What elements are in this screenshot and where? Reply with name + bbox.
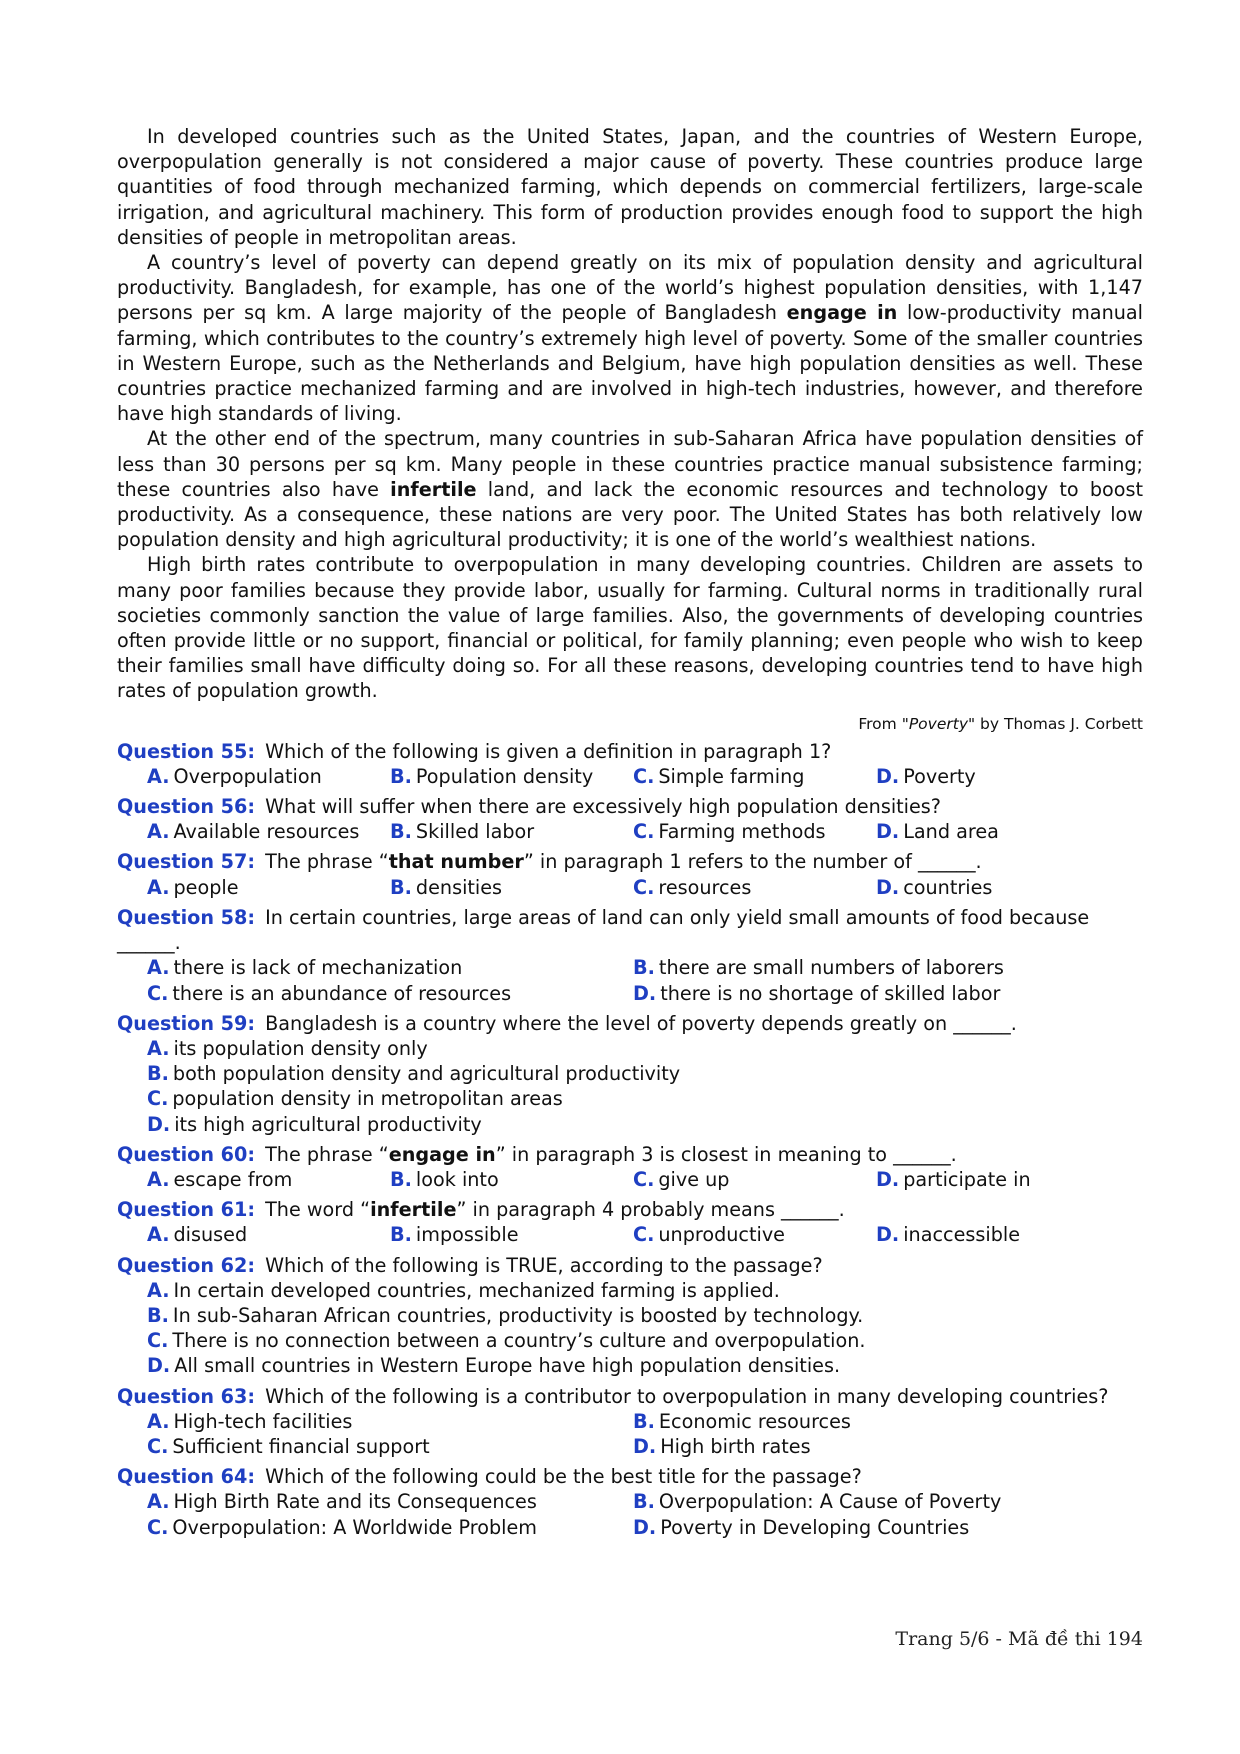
text-run: Which of the following could be the best title for the passage? [265,1465,862,1489]
answer-options [117,1167,1143,1192]
option-letter: A. [147,1167,170,1191]
option-letter: A. [147,875,170,899]
text-run: Which of the following is a contributor to overpopulation in many developing countries? [265,1384,1109,1408]
reading-passage [117,124,1143,704]
text-run: Which of the following is TRUE, according to the passage? [265,1253,823,1277]
option-letter: A. [147,956,170,980]
option-text: In certain developed countries, mechanized farming is applied. [173,1278,780,1302]
question-stem [117,739,1143,764]
text-run: The phrase “ [265,850,389,874]
text-run: ” in paragraph 3 is closest in meaning to ______. [495,1142,957,1166]
option-letter: B. [390,820,412,844]
paragraph-1 [117,124,1143,250]
option-text: All small countries in Western Europe have high population densities. [174,1354,841,1378]
answer-option[interactable] [876,1222,1143,1247]
option-letter: B. [633,956,655,980]
option-text: there is an abundance of resources [172,981,512,1005]
question-item [117,1011,1143,1137]
text-run: ” in paragraph 1 refers to the number of ______. [523,850,982,874]
answer-options [117,764,1143,789]
text-run: land, and lack the economic resources and technology to boost productivity. As a consequence, these nations are very poor. The United States has both relatively low population density and high agricultural productivity; it is one of the world’s wealthiest nations. [117,477,1143,552]
option-text: Sufficient financial support [172,1434,430,1458]
option-text: there is no shortage of skilled labor [660,981,1001,1005]
answer-options [117,955,1143,1005]
answer-option[interactable] [147,1061,1143,1086]
answer-option[interactable] [633,1515,1143,1540]
answer-option[interactable] [147,1086,1143,1111]
option-text: Overpopulation [173,764,322,788]
option-letter: A. [147,1490,170,1514]
answer-options [117,875,1143,900]
answer-option[interactable] [633,981,1143,1006]
option-letter: A. [147,820,170,844]
answer-option[interactable] [147,1489,633,1514]
option-text: Overpopulation: A Cause of Poverty [658,1490,1002,1514]
question-number: Question 60: [117,1142,256,1166]
question-stem [117,794,1143,819]
question-number: Question 61: [117,1198,256,1222]
option-text: Available resources [173,820,360,844]
option-letter: C. [147,1329,169,1353]
option-text: participate in [903,1167,1031,1191]
option-letter: B. [147,1303,169,1327]
answer-options [117,1489,1143,1539]
option-letter: B. [633,1490,655,1514]
answer-option[interactable] [147,1112,1143,1137]
text-run: Which of the following is given a definition in paragraph 1? [265,739,832,763]
option-letter: D. [633,981,657,1005]
option-text: Land area [903,820,999,844]
option-letter: D. [876,1167,900,1191]
highlighted-term: that number [388,850,524,874]
option-letter: D. [876,820,900,844]
answer-option[interactable] [147,1167,390,1192]
option-letter: D. [633,1515,657,1539]
question-stem [117,1011,1143,1036]
answer-options [117,1409,1143,1459]
source-title: "Poverty" [901,714,976,733]
text-run: What will suffer when there are excessively high population densities? [265,795,941,819]
option-text: unproductive [658,1223,785,1247]
answer-options [117,819,1143,844]
question-list [117,739,1143,1540]
option-text: look into [415,1167,499,1191]
answer-option[interactable] [876,819,1143,844]
text-run: Bangladesh is a country where the level of poverty depends greatly on ______. [265,1011,1017,1035]
text-run: A country’s level of poverty can depend greatly on its mix of population density and agricultural productivity. Bangladesh, for example, has one of the world’s highest population densities, with 1,147 persons per sq km. A large majority of the people of Bangladesh [117,251,1143,325]
question-stem [117,1142,1143,1167]
option-letter: B. [633,1409,655,1433]
option-text: there are small numbers of laborers [658,956,1004,980]
option-letter: D. [876,764,900,788]
option-text: impossible [415,1223,519,1247]
option-text: population density in metropolitan areas [172,1087,563,1111]
passage-source [117,714,1143,734]
option-text: High Birth Rate and its Consequences [173,1490,537,1514]
answer-option[interactable] [390,1222,633,1247]
answer-option[interactable] [147,1434,633,1459]
question-item [117,1384,1143,1460]
option-letter: C. [147,1515,169,1539]
answer-option[interactable] [633,764,876,789]
highlighted-term: engage in [786,301,898,325]
option-letter: A. [147,1223,170,1247]
answer-option[interactable] [876,1167,1143,1192]
answer-option[interactable] [633,875,876,900]
option-letter: D. [876,875,900,899]
option-text: people [173,875,239,899]
option-letter: D. [147,1112,171,1136]
question-number: Question 55: [117,739,256,763]
option-letter: A. [147,1278,170,1302]
option-text: escape from [173,1167,293,1191]
question-item [117,1464,1143,1540]
option-letter: C. [633,820,655,844]
option-letter: C. [633,764,655,788]
answer-option[interactable] [147,1303,1143,1328]
option-letter: C. [147,981,169,1005]
highlighted-term: infertile [370,1198,457,1222]
option-text: Economic resources [658,1409,851,1433]
answer-option[interactable] [147,1036,1143,1061]
text-run: low-productivity manual farming, which contributes to the country’s extremely high level of poverty. Some of the smaller countries in Western Europe, such as the Netherlands and Belgium, have high population densities as well. These countries practice mechanized farming and are involved in high-tech industries, however, and therefore have high standards of living. [117,301,1143,426]
option-letter: C. [633,875,655,899]
source-author: by Thomas J. Corbett [975,714,1143,733]
question-item [117,849,1143,899]
answer-option[interactable] [633,1409,1143,1434]
option-text: High-tech facilities [173,1409,353,1433]
question-item [117,739,1143,789]
option-letter: D. [147,1354,171,1378]
option-letter: D. [633,1434,657,1458]
option-letter: C. [147,1434,169,1458]
question-item [117,1253,1143,1379]
option-text: give up [658,1167,730,1191]
paragraph-4 [117,552,1143,703]
question-item [117,1142,1143,1192]
option-text: Poverty [903,764,976,788]
text-run: The phrase “ [265,1142,389,1166]
question-stem [117,849,1143,874]
question-number: Question 63: [117,1384,256,1408]
question-number: Question 56: [117,795,256,819]
option-letter: D. [876,1223,900,1247]
option-letter: C. [633,1167,655,1191]
answer-option[interactable] [876,764,1143,789]
answer-option[interactable] [147,955,633,980]
question-stem [117,1464,1143,1489]
question-item [117,794,1143,844]
option-letter: A. [147,764,170,788]
option-text: Population density [415,764,594,788]
answer-option[interactable] [633,1434,1143,1459]
question-number: Question 58: [117,905,256,929]
highlighted-term: infertile [390,477,477,501]
answer-option[interactable] [147,764,390,789]
answer-option[interactable] [147,1515,633,1540]
option-letter: C. [147,1087,169,1111]
paragraph-3 [117,426,1143,552]
option-text: Overpopulation: A Worldwide Problem [172,1515,537,1539]
answer-option[interactable] [633,955,1143,980]
source-prefix: From [858,714,902,733]
answer-option[interactable] [147,819,390,844]
option-text: resources [658,875,752,899]
exam-page [117,124,1143,1540]
answer-options [117,1222,1143,1247]
option-text: Farming methods [658,820,826,844]
answer-option[interactable] [390,819,633,844]
answer-option[interactable] [633,1222,876,1247]
option-text: Simple farming [658,764,805,788]
answer-option[interactable] [147,1353,1143,1378]
question-stem [117,1253,1143,1278]
answer-option[interactable] [633,1167,876,1192]
question-item [117,1197,1143,1247]
answer-option[interactable] [147,1328,1143,1353]
answer-option[interactable] [633,1489,1143,1514]
answer-option[interactable] [633,819,876,844]
option-letter: B. [390,875,412,899]
highlighted-term: engage in [388,1142,496,1166]
question-number: Question 57: [117,850,256,874]
answer-option[interactable] [147,1409,633,1434]
option-text: inaccessible [903,1223,1021,1247]
option-text: countries [903,875,993,899]
option-text: There is no connection between a country’s culture and overpopulation. [172,1329,866,1353]
option-text: its high agricultural productivity [174,1112,482,1136]
answer-option[interactable] [390,764,633,789]
answer-option[interactable] [147,1222,390,1247]
question-number: Question 62: [117,1253,256,1277]
option-letter: A. [147,1409,170,1433]
answer-option[interactable] [147,1278,1143,1303]
question-stem [117,905,1143,955]
question-stem [117,1197,1143,1222]
option-text: its population density only [173,1036,428,1060]
option-text: In sub-Saharan African countries, productivity is boosted by technology. [172,1303,864,1327]
question-item [117,905,1143,1006]
option-text: densities [415,875,503,899]
option-letter: A. [147,1036,170,1060]
option-letter: B. [147,1062,169,1086]
question-stem [117,1384,1143,1409]
option-text: Poverty in Developing Countries [660,1515,970,1539]
option-letter: B. [390,764,412,788]
option-text: both population density and agricultural productivity [172,1062,681,1086]
text-run: In certain countries, large areas of land can only yield small amounts of food because ______. [117,905,1090,955]
option-letter: B. [390,1167,412,1191]
text-run: The word “ [265,1198,371,1222]
option-text: High birth rates [660,1434,811,1458]
answer-option[interactable] [390,1167,633,1192]
answer-options [117,1036,1143,1137]
answer-option[interactable] [147,875,390,900]
text-run: At the other end of the spectrum, many countries in sub-Saharan Africa have population densities of less than 30 persons per sq km. Many people in these countries practice manual subsistence farming; these countries also have [117,427,1143,501]
text-run: ” in paragraph 4 probably means ______. [456,1198,845,1222]
option-letter: C. [633,1223,655,1247]
option-text: Skilled labor [415,820,535,844]
text-run: In developed countries such as the United States, Japan, and the countries of Western Europe, overpopulation generally is not considered a major cause of poverty. These countries produce large quantities of food through mechanized farming, which depends on commercial fertilizers, large-scale irrigation, and agricultural machinery. This form of production provides enough food to support the high densities of people in metropolitan areas. [117,125,1143,249]
question-number: Question 64: [117,1465,256,1489]
page-footer: Trang 5/6 - Mã đề thi 194 [895,1628,1143,1650]
question-number: Question 59: [117,1011,256,1035]
paragraph-2 [117,250,1143,426]
answer-options [117,1278,1143,1379]
option-text: disused [173,1223,248,1247]
text-run: High birth rates contribute to overpopulation in many developing countries. Children are assets to many poor families because they provide labor, usually for farming. Cultural norms in traditionally rural societies commonly sanction the value of large families. Also, the governments of developing countries often provide little or no support, financial or political, for family planning; even people who wish to keep their families small have difficulty doing so. For all these reasons, developing countries tend to have high rates of population growth. [117,553,1143,703]
answer-option[interactable] [147,981,633,1006]
option-letter: B. [390,1223,412,1247]
answer-option[interactable] [876,875,1143,900]
option-text: there is lack of mechanization [173,956,463,980]
answer-option[interactable] [390,875,633,900]
